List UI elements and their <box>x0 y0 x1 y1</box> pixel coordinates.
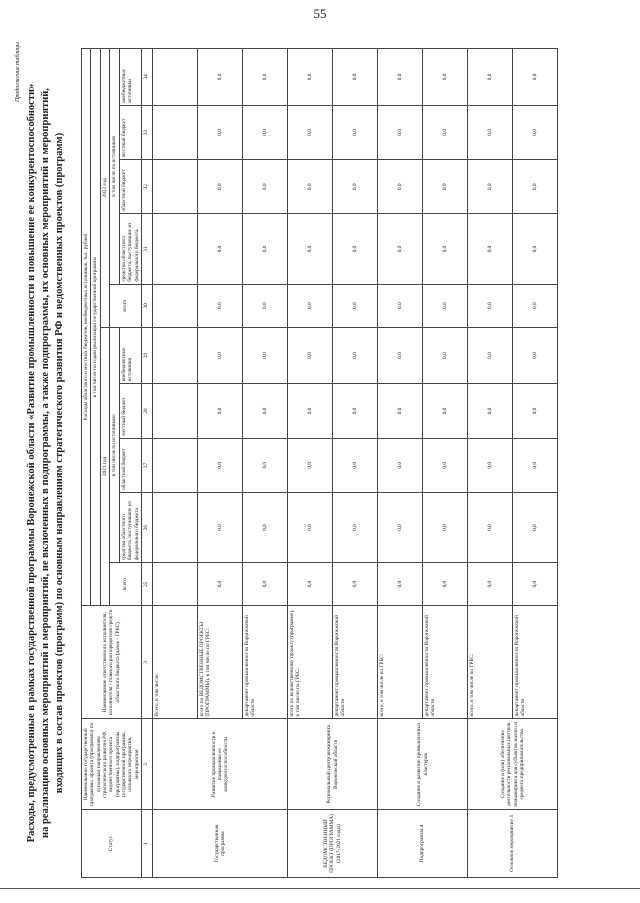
row-responsible: департамент промышленности Воронежской области <box>423 606 468 719</box>
value-cell: 0,0 <box>288 49 333 106</box>
value-cell: 0,0 <box>243 214 288 284</box>
row-program-name: Создание и (или) обеспечение деятельности региональных центров инжиниринга для субъектов малого и среднего предпринимательства <box>468 719 558 810</box>
header-extra-2022: внебюджетные источники <box>120 49 142 106</box>
value-cell: 0,0 <box>243 284 288 327</box>
value-cell: 0,0 <box>198 438 243 492</box>
value-cell: 0,0 <box>198 384 243 438</box>
row-program-name: Создание и развитие промышленных кластеров <box>378 719 468 810</box>
value-cell: 0,0 <box>423 563 468 606</box>
column-number: 2 <box>142 719 153 810</box>
value-cell: 0,0 <box>198 493 243 563</box>
row-responsible: департамент промышленности Воронежской области <box>333 606 378 719</box>
header-local-2021: местный бюджет <box>120 384 142 438</box>
value-cell: 0,0 <box>198 327 243 384</box>
value-cell: 0,0 <box>513 327 558 384</box>
table-row <box>378 49 423 878</box>
value-cell: 0,0 <box>198 49 243 106</box>
row-program-name: Развитие промышленности и повышение ее конкурентоспособности <box>153 719 288 810</box>
value-cell <box>153 49 198 106</box>
column-number: 31 <box>142 214 153 284</box>
row-responsible: всего по ведомственному проекту (программе), в том числе по ГРБС: <box>288 606 333 719</box>
row-responsible: Всего, в том числе: <box>153 606 198 719</box>
value-cell: 0,0 <box>423 327 468 384</box>
value-cell: 0,0 <box>423 49 468 106</box>
value-cell: 0,0 <box>513 384 558 438</box>
value-cell: 0,0 <box>468 438 513 492</box>
value-cell: 0,0 <box>198 284 243 327</box>
value-cell <box>153 327 198 384</box>
value-cell: 0,0 <box>513 438 558 492</box>
column-number-row <box>142 49 153 878</box>
value-cell: 0,0 <box>333 327 378 384</box>
value-cell: 0,0 <box>468 493 513 563</box>
value-cell: 0,0 <box>288 284 333 327</box>
value-cell: 0,0 <box>243 438 288 492</box>
row-responsible: всего по ВЕДОМСТВЕННЫЕ ПРОЕКТЫ (ПРОГРАММЫ), в том числе по ГРБС: <box>198 606 243 719</box>
value-cell: 0,0 <box>288 438 333 492</box>
bottom-rule <box>0 888 640 889</box>
value-cell: 0,0 <box>423 438 468 492</box>
header-total-2022: всего <box>110 284 142 327</box>
value-cell: 0,0 <box>243 160 288 214</box>
value-cell: 0,0 <box>378 327 423 384</box>
value-cell: 0,0 <box>333 49 378 106</box>
table-row <box>153 49 198 878</box>
value-cell: 0,0 <box>288 327 333 384</box>
value-cell: 0,0 <box>243 49 288 106</box>
value-cell <box>153 284 198 327</box>
appendix-label: Продолжение таблицы <box>15 42 21 103</box>
value-cell <box>153 493 198 563</box>
header-expenses: Расходы областного и местных бюджетов, внебюджетных источников, тыс. рублей <box>82 49 91 606</box>
row-responsible: департамент промышленности Воронежской области <box>513 606 558 719</box>
column-number: 28 <box>142 384 153 438</box>
value-cell: 0,0 <box>513 160 558 214</box>
header-sources-2021: в том числе по источникам: <box>110 327 120 563</box>
value-cell: 0,0 <box>333 284 378 327</box>
value-cell: 0,0 <box>288 493 333 563</box>
value-cell: 0,0 <box>513 493 558 563</box>
column-number: 30 <box>142 284 153 327</box>
value-cell: 0,0 <box>423 284 468 327</box>
row-status: Государственная программа <box>153 810 288 878</box>
row-responsible: департамент промышленности Воронежской области <box>243 606 288 719</box>
header-responsible: Наименование ответственного исполнителя, исполнителя - главного распорядителя средств областного бюджета (далее - ГРБС) <box>82 606 142 719</box>
value-cell: 0,0 <box>288 214 333 284</box>
value-cell: 0,0 <box>423 384 468 438</box>
value-cell: 0,0 <box>378 160 423 214</box>
value-cell: 0,0 <box>423 493 468 563</box>
value-cell: 0,0 <box>243 493 288 563</box>
value-cell: 0,0 <box>198 105 243 159</box>
value-cell: 0,0 <box>378 493 423 563</box>
value-cell: 0,0 <box>243 563 288 606</box>
document-title: Расходы, предусмотренные в рамках государственной программы Воронежской области «Развитие промышленности и повышение ее конкурентоспособности» на реализацию основных мероприятий и мероприятий, не включенных в подпрограммы, а также подпрограммы, их основных мероприятий и мероприятий, входящих в состав проектов (программ) по основным направлениям стратегического развития РФ и ведомственных проектов (программ) <box>26 83 66 843</box>
value-cell: 0,0 <box>468 105 513 159</box>
value-cell: 0,0 <box>513 214 558 284</box>
value-cell: 0,0 <box>333 384 378 438</box>
value-cell: 0,0 <box>333 493 378 563</box>
page-number: 55 <box>313 6 327 21</box>
value-cell <box>153 438 198 492</box>
value-cell: 0,0 <box>288 160 333 214</box>
value-cell: 0,0 <box>468 160 513 214</box>
value-cell: 0,0 <box>468 49 513 106</box>
header-federal-2021: средства областного бюджета, поступившие из федерального бюджета <box>120 493 142 563</box>
value-cell: 0,0 <box>288 563 333 606</box>
header-federal-2022: средства областного бюджета, поступившие из федерального бюджета <box>120 214 142 284</box>
value-cell <box>153 563 198 606</box>
value-cell: 0,0 <box>378 105 423 159</box>
value-cell <box>153 214 198 284</box>
table-row <box>468 49 513 878</box>
value-cell: 0,0 <box>468 384 513 438</box>
header-regional-2022: областной бюджет <box>120 160 142 214</box>
header-year-2022: 2022 год <box>100 49 109 328</box>
value-cell: 0,0 <box>333 438 378 492</box>
expenses-table <box>81 48 558 878</box>
column-number: 34 <box>142 49 153 106</box>
value-cell: 0,0 <box>513 105 558 159</box>
column-number: 1 <box>142 810 153 878</box>
value-cell: 0,0 <box>243 327 288 384</box>
table-header <box>82 49 153 878</box>
header-year-2021: 2021 год <box>100 327 109 606</box>
value-cell: 0,0 <box>423 160 468 214</box>
row-status: Подпрограмма 4 <box>378 810 468 878</box>
value-cell: 0,0 <box>378 214 423 284</box>
column-number: 29 <box>142 327 153 384</box>
value-cell: 0,0 <box>378 563 423 606</box>
column-number: 3 <box>142 606 153 719</box>
header-regional-2021: областной бюджет <box>120 438 142 492</box>
table-body <box>153 49 558 878</box>
value-cell: 0,0 <box>378 384 423 438</box>
value-cell: 0,0 <box>513 563 558 606</box>
value-cell: 0,0 <box>378 49 423 106</box>
value-cell: 0,0 <box>243 384 288 438</box>
value-cell: 0,0 <box>468 284 513 327</box>
column-number: 33 <box>142 105 153 159</box>
value-cell: 0,0 <box>198 160 243 214</box>
value-cell: 0,0 <box>468 327 513 384</box>
value-cell <box>153 160 198 214</box>
header-sources-2022: в том числе по источникам <box>110 49 120 285</box>
value-cell: 0,0 <box>333 214 378 284</box>
value-cell: 0,0 <box>198 214 243 284</box>
value-cell: 0,0 <box>423 105 468 159</box>
header-by-year: в том числе по годам реализации государственной программы <box>91 49 100 606</box>
header-status: Статус <box>82 810 142 878</box>
value-cell: 0,0 <box>378 438 423 492</box>
row-status: Основное мероприятие 3 <box>468 810 558 878</box>
value-cell: 0,0 <box>468 563 513 606</box>
column-number: 25 <box>142 563 153 606</box>
rotated-page-content <box>15 38 625 888</box>
row-status: ВЕДОМСТВЕННЫЙ ПРОЕКТ (ПРОГРАММА) (2017-2021 годы) <box>288 810 378 878</box>
value-cell <box>153 384 198 438</box>
row-program-name: Региональный центр инжиниринга Воронежской области <box>288 719 378 810</box>
value-cell: 0,0 <box>333 160 378 214</box>
column-number: 32 <box>142 160 153 214</box>
column-number: 26 <box>142 493 153 563</box>
value-cell: 0,0 <box>288 384 333 438</box>
value-cell: 0,0 <box>333 563 378 606</box>
value-cell: 0,0 <box>513 284 558 327</box>
header-total-2021: всего <box>110 563 142 606</box>
value-cell: 0,0 <box>513 49 558 106</box>
column-number: 27 <box>142 438 153 492</box>
value-cell: 0,0 <box>288 105 333 159</box>
row-responsible: всего, в том числе по ГРБС: <box>378 606 423 719</box>
value-cell: 0,0 <box>243 105 288 159</box>
header-local-2022: местный бюджет <box>120 105 142 159</box>
header-name: Наименование государственной программы, проекта (программы) по основным направлениям стратегического развития РФ, ведомственного проекта (программы), подпрограммы государственной программы, основного мероприятия, мероприятия <box>82 719 142 810</box>
header-extra-2021: внебюджетные источники <box>120 327 142 384</box>
value-cell: 0,0 <box>378 284 423 327</box>
value-cell <box>153 105 198 159</box>
row-responsible: всего, в том числе по ГРБС: <box>468 606 513 719</box>
table-row <box>288 49 333 878</box>
value-cell: 0,0 <box>333 105 378 159</box>
value-cell: 0,0 <box>468 214 513 284</box>
value-cell: 0,0 <box>198 563 243 606</box>
value-cell: 0,0 <box>423 214 468 284</box>
